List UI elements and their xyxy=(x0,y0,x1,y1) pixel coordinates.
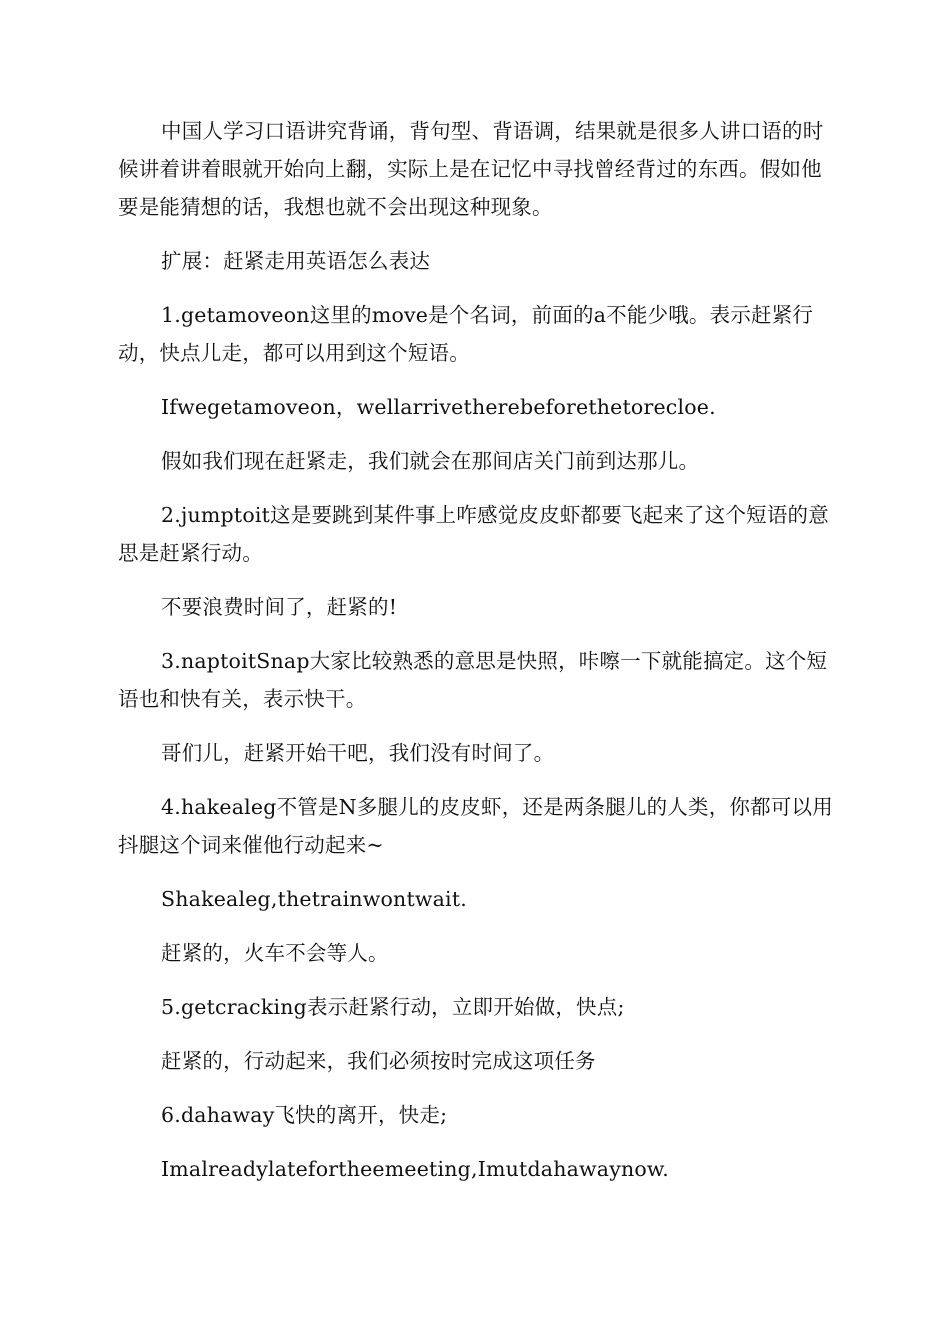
paragraph-intro: 中国人学习口语讲究背诵，背句型、背语调，结果就是很多人讲口语的时候讲着讲着眼就开始向上翻，实际上是在记忆中寻找曾经背过的东西。假如他要是能猜想的话，我想也就不会出现这种现象。 xyxy=(118,119,824,219)
paragraph-example-1-en: Ifwegetamoveon，wellarrivetherebeforethetorecloe. xyxy=(161,395,716,419)
paragraph-item-2: 2.jumptoit这是要跳到某件事上咋感觉皮皮虾都要飞起来了这个短语的意思是赶紧行动。 xyxy=(118,503,829,565)
paragraph-example-2-zh: 不要浪费时间了，赶紧的! xyxy=(161,595,398,619)
paragraph-item-4: 4.hakealeg不管是N多腿儿的皮皮虾，还是两条腿儿的人类，你都可以用抖腿这个词来催他行动起来~ xyxy=(118,795,833,857)
paragraph-example-3-zh: 哥们儿，赶紧开始干吧，我们没有时间了。 xyxy=(161,741,555,765)
paragraph-example-6-en: Imalreadylatefortheemeeting,Imutdahawaynow. xyxy=(161,1157,669,1181)
paragraph-heading-extension: 扩展：赶紧走用英语怎么表达 xyxy=(161,249,431,273)
paragraph-item-6: 6.dahaway飞快的离开，快走; xyxy=(161,1103,448,1127)
paragraph-example-4-zh: 赶紧的，火车不会等人。 xyxy=(161,941,389,965)
paragraph-item-5: 5.getcracking表示赶紧行动，立即开始做，快点; xyxy=(161,995,625,1019)
document-body xyxy=(118,112,834,1204)
paragraph-example-1-zh: 假如我们现在赶紧走，我们就会在那间店关门前到达那儿。 xyxy=(161,449,700,473)
paragraph-item-1: 1.getamoveon这里的move是个名词，前面的a不能少哦。表示赶紧行动，快点儿走，都可以用到这个短语。 xyxy=(118,303,814,365)
paragraph-item-3: 3.naptoitSnap大家比较熟悉的意思是快照，咔嚓一下就能搞定。这个短语也和快有关，表示快干。 xyxy=(118,649,828,711)
paragraph-example-4-en: Shakealeg,thetrainwontwait. xyxy=(161,887,467,911)
paragraph-example-5-zh: 赶紧的，行动起来，我们必须按时完成这项任务 xyxy=(161,1049,596,1073)
